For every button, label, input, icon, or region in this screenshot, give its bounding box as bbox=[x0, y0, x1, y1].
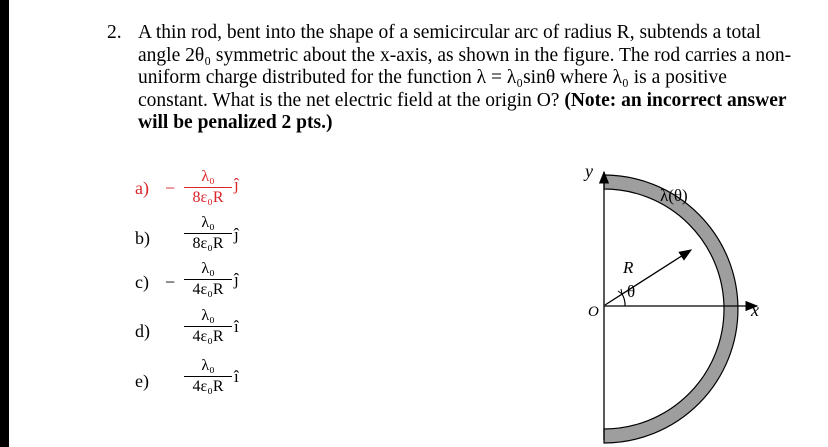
option-unit-vector: ĵ bbox=[234, 270, 239, 289]
option-sign: − bbox=[165, 272, 176, 292]
radius-arrow bbox=[605, 250, 691, 305]
fraction-denominator: 4ε₀R bbox=[192, 378, 224, 395]
fraction-denominator: 8ε₀R bbox=[192, 235, 224, 252]
option-sign: − bbox=[165, 178, 176, 198]
radius-label: R bbox=[623, 258, 634, 277]
problem-note: (Note: an incorrect answer will be penalized 2 pts.) bbox=[138, 89, 787, 133]
fraction-numerator: λ₀ bbox=[201, 307, 215, 324]
y-axis-label: y bbox=[585, 161, 593, 181]
origin-label: O bbox=[588, 304, 599, 320]
option-unit-vector: ĵ bbox=[234, 175, 239, 194]
option-label: c) bbox=[135, 272, 149, 292]
fraction-denominator: 4ε₀R bbox=[192, 281, 224, 298]
fraction-numerator: λ₀ bbox=[201, 260, 215, 277]
option-label: d) bbox=[135, 321, 150, 341]
fraction-denominator: 8ε₀R bbox=[192, 189, 224, 206]
option-unit-vector: ĵ bbox=[234, 225, 239, 244]
option-label: b) bbox=[135, 228, 150, 248]
x-axis-label: x bbox=[751, 300, 759, 320]
option-label: e) bbox=[135, 371, 149, 391]
problem-number: 2. bbox=[107, 22, 122, 43]
problem-text: A thin rod, bent into the shape of a semicircular arc of radius R, subtends a total angle 2θ₀ symmetric about the x-axis, as shown in the figure. The rod carries a non-uniform charge distributed for the function λ = λ₀sinθ where λ₀ is a positive constant. What is the net electric field at the origin O? bbox=[138, 22, 792, 111]
option-label: a) bbox=[135, 178, 149, 198]
charge-density-label: λ(θ) bbox=[660, 186, 688, 205]
charged-arc bbox=[604, 175, 738, 443]
angle-label: θ bbox=[627, 282, 636, 301]
fraction-numerator: λ₀ bbox=[201, 214, 215, 231]
fraction-numerator: λ₀ bbox=[201, 168, 215, 185]
fraction-denominator: 4ε₀R bbox=[192, 328, 224, 345]
fraction-numerator: λ₀ bbox=[201, 357, 215, 374]
option-unit-vector: î bbox=[234, 317, 239, 336]
angle-arc bbox=[622, 294, 625, 306]
option-unit-vector: î bbox=[234, 367, 239, 386]
